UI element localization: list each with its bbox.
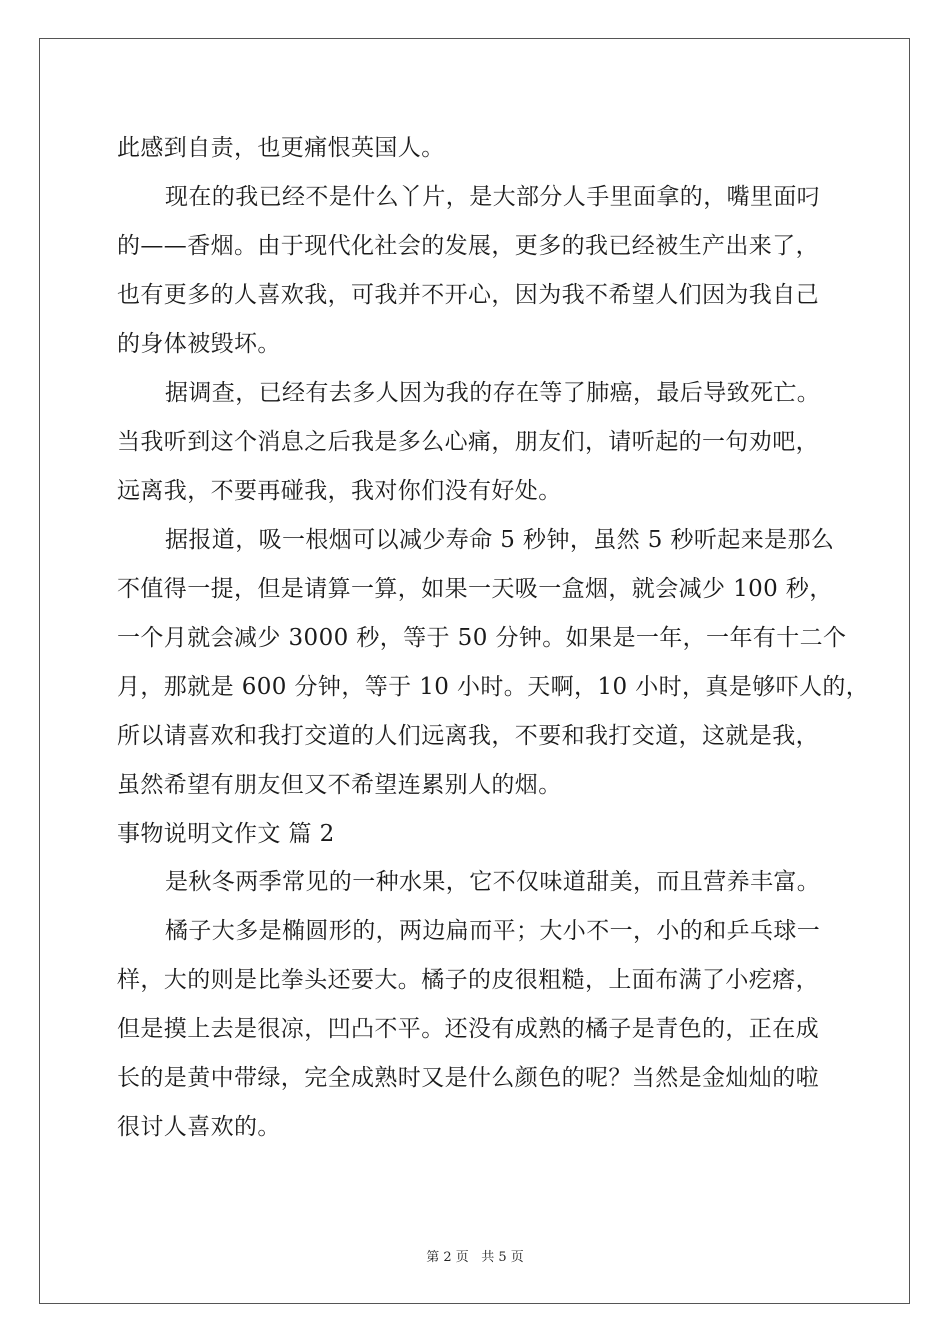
text-line: 据报道，吸一根烟可以减少寿命 5 秒钟，虽然 5 秒听起来是那么 xyxy=(165,527,835,553)
document-body xyxy=(117,128,870,1156)
text-line: 所以请喜欢和我打交道的人们远离我，不要和我打交道，这就是我， xyxy=(117,723,819,749)
text-line: 虽然希望有朋友但又不希望连累别人的烟。 xyxy=(117,772,562,798)
text-line: 一个月就会减少 3000 秒，等于 50 分钟。如果是一年，一年有十二个 xyxy=(117,625,847,651)
text-line: 不值得一提，但是请算一算，如果一天吸一盒烟，就会减少 100 秒， xyxy=(117,576,833,602)
text-line: 当我听到这个消息之后我是多么心痛，朋友们，请听起的一句劝吧， xyxy=(117,429,819,455)
text-line: 也有更多的人喜欢我，可我并不开心，因为我不希望人们因为我自己 xyxy=(117,282,819,308)
text-line: 据调查，已经有去多人因为我的存在等了肺癌，最后导致死亡。 xyxy=(165,380,821,406)
text-line: 长的是黄中带绿，完全成熟时又是什么颜色的呢？当然是金灿灿的啦 xyxy=(117,1065,819,1091)
text-line: 的——香烟。由于现代化社会的发展，更多的我已经被生产出来了， xyxy=(117,233,819,259)
text-line: 的身体被毁坏。 xyxy=(117,331,281,357)
text-line: 此感到自责，也更痛恨英国人。 xyxy=(117,135,445,161)
text-line: 是秋冬两季常见的一种水果，它不仅味道甜美，而且营养丰富。 xyxy=(165,869,821,895)
text-line: 很讨人喜欢的。 xyxy=(117,1114,281,1140)
text-line: 橘子大多是椭圆形的，两边扁而平；大小不一，小的和乒乓球一 xyxy=(165,918,821,944)
text-line: 现在的我已经不是什么丫片，是大部分人手里面拿的，嘴里面叼 xyxy=(165,184,821,210)
text-line: 但是摸上去是很凉，凹凸不平。还没有成熟的橘子是青色的，正在成 xyxy=(117,1016,819,1042)
text-line: 样，大的则是比拳头还要大。橘子的皮很粗糙，上面布满了小疙瘩， xyxy=(117,967,819,993)
section-heading: 事物说明文作文 篇 2 xyxy=(117,821,335,847)
text-line: 月，那就是 600 分钟，等于 10 小时。天啊，10 小时，真是够吓人的， xyxy=(117,674,870,700)
text-line: 远离我，不要再碰我，我对你们没有好处。 xyxy=(117,478,562,504)
page-number-footer: 第 2 页 共 5 页 xyxy=(426,1250,524,1265)
